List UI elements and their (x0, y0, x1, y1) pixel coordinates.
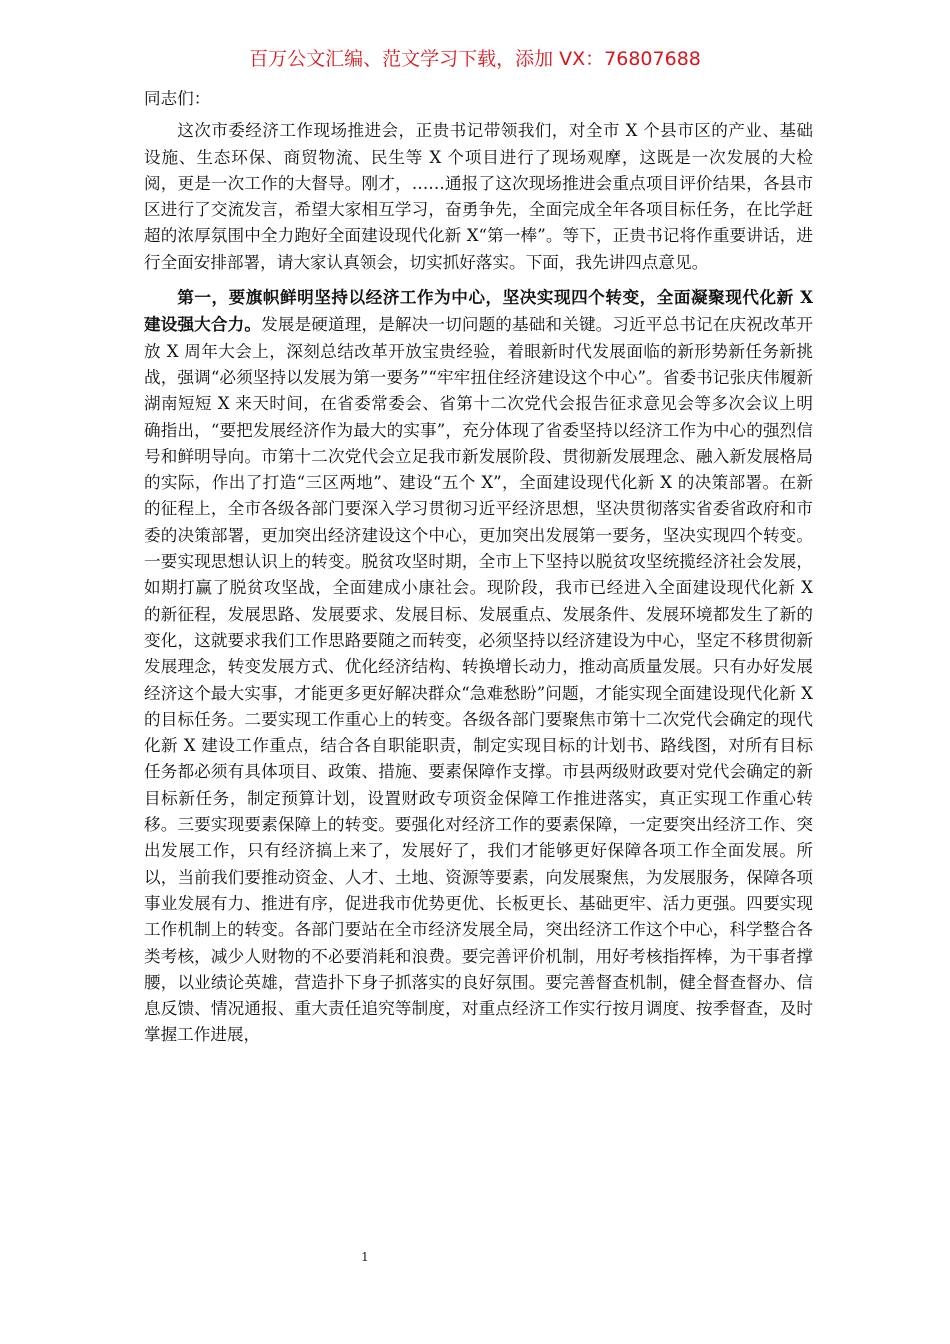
page-number: 1 (361, 1250, 369, 1264)
paragraph-body: 发展是硬道理，是解决一切问题的基础和关键。习近平总书记在庆祝改革开放 X 周年大会上，深刻总结改革开放宝贵经验，着眼新时代发展面临的新形势新任务新挑战，强调“必须坚持以发展为第一要务”“牢牢扭住经济建设这个中心”。省委书记张庆伟履新湖南短短 X 来天时间，在省委常委会、省第十二次党代会报告征求意见会等多次会议上明确指出，“要把发展经济作为最大的实事”，充分体现了省委坚持以经济工作为中心的强烈信号和鲜明导向。市第十二次党代会立足我市新发展阶段、贯彻新发展理念、融入新发展格局的实际，作出了打造“三区两地”、建设“五个 X”，全面建设现代化新 X 的决策部署。在新的征程上，全市各级各部门要深入学习贯彻习近平经济思想，坚决贯彻落实省委省政府和市委的决策部署，更加突出经济建设这个中心，更加突出发展第一要务，坚决实现四个转变。一要实现思想认识上的转变。脱贫攻坚时期，全市上下坚持以脱贫攻坚统揽经济社会发展，如期打赢了脱贫攻坚战，全面建成小康社会。现阶段，我市已经进入全面建设现代化新 X 的新征程，发展思路、发展要求、发展目标、发展重点、发展条件、发展环境都发生了新的变化，这就要求我们工作思路要随之而转变，必须坚持以经济建设为中心，坚定不移贯彻新发展理念，转变发展方式、优化经济结构、转换增长动力，推动高质量发展。只有办好发展经济这个最大实事，才能更多更好解决群众“急难愁盼”问题，才能实现全面建设现代化新 X 的目标任务。二要实现工作重心上的转变。各级各部门要聚焦市第十二次党代会确定的现代化新 X 建设工作重点，结合各自职能职责，制定实现目标的计划书、路线图，对所有目标任务都必须有具体项目、政策、措施、要素保障作支撑。市县两级财政要对党代会确定的新目标新任务，制定预算计划，设置财政专项资金保障工作推进落实，真正实现工作重心转移。三要实现要素保障上的转变。要强化对经济工作的要素保障，一定要突出经济工作、突出发展工作，只有经济搞上来了，发展好了，我们才能够更好保障各项工作全面发展。所以，当前我们要推动资金、人才、土地、资源等要素，向发展聚焦，为发展服务，保障各项事业发展有力、推进有序，促进我市优势更优、长板更长、基础更牢、活力更强。四要实现工作机制上的转变。各部门要站在全市经济发展全局，突出经济工作这个中心，科学整合各类考核，减少人财物的不必要消耗和浪费。要完善评价机制，用好考核指挥棒，为干事者撑腰，以业绩论英雄，营造扑下身子抓落实的良好氛围。要完善督查机制，健全督查督办、信息反馈、情况通报、重大责任追究等制度，对重点经济工作实行按月调度、按季督查，及时掌握工作进展， (144, 315, 814, 1045)
document-body (144, 86, 813, 1049)
paragraph-intro: 这次市委经济工作现场推进会，正贵书记带领我们，对全市 X 个县市区的产业、基础设施、生态环保、商贸物流、民生等 X 个项目进行了现场观摩，这既是一次发展的大检阅，更是一次工作的大督导。刚才，……通报了这次现场推进会重点项目评价结果，各县市区进行了交流发言，希望大家相互学习，奋勇争先，全面完成全年各项目标任务，在比学赶超的浓厚氛围中全力跑好全面建设现代化新 X“第一棒”。等下，正贵书记将作重要讲话，进行全面安排部署，请大家认真领会，切实抓好落实。下面，我先讲四点意见。 (144, 121, 813, 272)
paragraph-heading: 第一，要旗帜鲜明坚持以经济工作为中心，坚决实现四个转变，全面凝聚现代化新 X 建设强大合力。 (144, 287, 813, 335)
watermark-banner: 百万公文汇编、范文学习下载，添加 VX：76807688 (249, 48, 701, 70)
paragraph-first-point (144, 284, 813, 1049)
salutation: 同志们： (144, 89, 211, 108)
